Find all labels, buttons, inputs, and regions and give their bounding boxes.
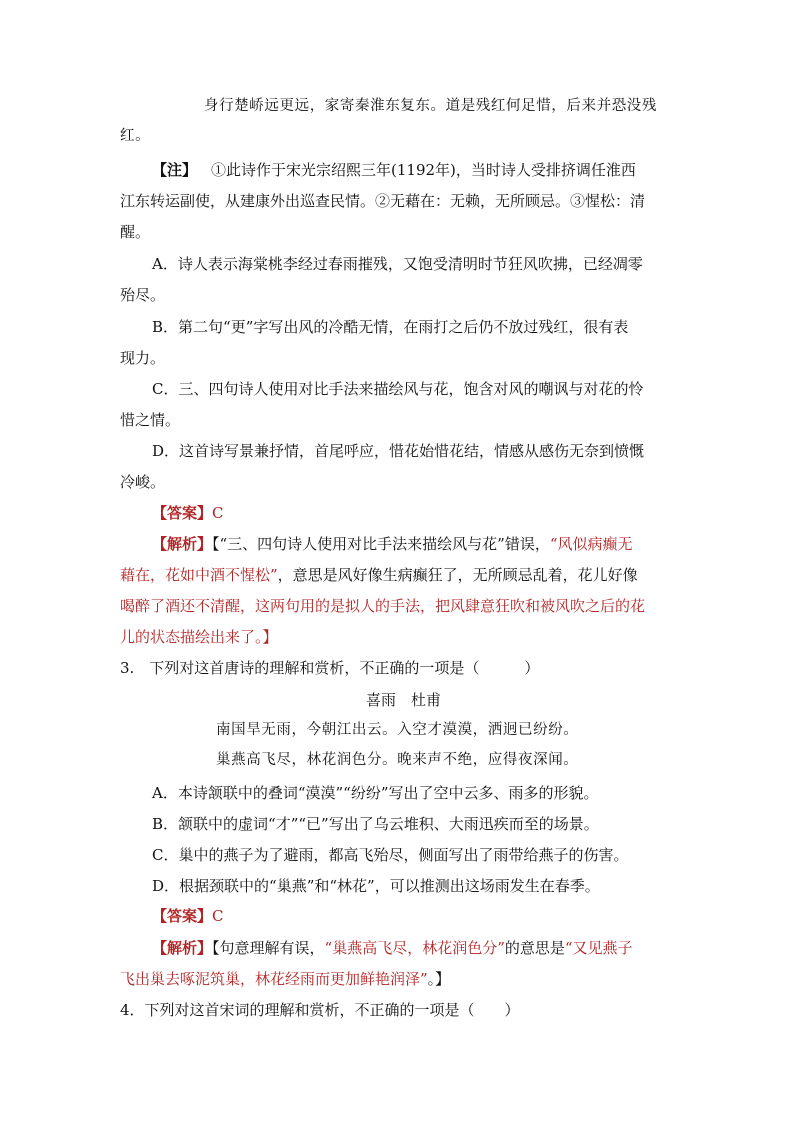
note-text-1: ①此诗作于宋光宗绍熙三年(1192年)，当时诗人受排挤调任淮西	[211, 161, 636, 179]
q2-analysis-text-2a: 藉在，花如中酒不惺松”	[120, 566, 278, 584]
q2-analysis-label: 【解析】	[152, 535, 213, 553]
q2-answer-label: 【答案】	[152, 504, 213, 522]
q3-option-a: A．本诗颔联中的叠词“漠漠”“纷纷”写出了空中云多、雨多的形貌。	[152, 784, 599, 802]
q3-option-b: B．颔联中的虚词“才”“已”写出了乌云堆积、大雨迅疾而至的场景。	[152, 815, 599, 833]
q3-answer-label: 【答案】	[152, 907, 213, 925]
q2-answer-value: C	[212, 504, 224, 522]
q2-option-a-line-2: 殆尽。	[120, 286, 166, 304]
q2-analysis-line-1	[152, 534, 633, 554]
q2-option-b-line-1: B．第二句“更”字写出风的冷酷无情，在雨打之后仍不放过残红，很有表	[152, 318, 629, 336]
note-label: 【注】	[152, 161, 198, 179]
q3-analysis-text-1d: “又见燕子	[564, 939, 633, 957]
q3-poem-title: 喜雨 杜甫	[366, 691, 442, 709]
q4-stem: 4．下列对这首宋词的理解和赏析，不正确的一项是（ ）	[120, 1001, 520, 1019]
q2-option-d-line-2: 冷峻。	[120, 473, 166, 491]
poem-continuation-line-2: 红。	[120, 128, 151, 144]
poem-continuation-line-1: 身行楚峤远更远，家寄秦淮东复东。道是残红何足惜，后来并恐没残	[204, 98, 657, 114]
q3-analysis-text-1c: 的意思是	[504, 939, 565, 957]
q2-analysis-line-2	[120, 565, 638, 585]
q3-analysis-text-1a: 【句意理解有误，	[212, 939, 325, 957]
q3-analysis-line-2	[120, 969, 450, 989]
q3-answer	[152, 906, 224, 926]
q3-answer-value: C	[212, 907, 224, 925]
q2-option-c-line-1: C．三、四句诗人使用对比手法来描绘风与花，饱含对风的嘲讽与对花的怜	[152, 380, 644, 398]
q3-option-c: C．巢中的燕子为了避雨，都高飞殆尽，侧面写出了雨带给燕子的伤害。	[152, 846, 629, 864]
q2-answer	[152, 503, 224, 523]
q3-analysis-line-1	[152, 938, 633, 958]
q3-analysis-text-1b: “巢燕高飞尽，林花润色分”	[324, 939, 505, 957]
q2-option-a-line-1: A．诗人表示海棠桃李经过春雨摧残，又饱受清明时节狂风吹拂，已经凋零	[152, 255, 643, 273]
q2-analysis-line-4: 儿的状态描绘出来了。】	[120, 628, 278, 646]
q2-option-b-line-2: 现力。	[120, 349, 166, 367]
q3-poem-line-2: 巢燕高飞尽，林花润色分。晚来声不绝，应得夜深闻。	[216, 752, 579, 768]
q3-analysis-text-2a: 飞出巢去啄泥筑巢，林花经雨而更加鲜艳润泽”	[120, 970, 428, 988]
q2-analysis-line-3: 喝醉了酒还不清醒，这两句用的是拟人的手法，把风肆意狂吹和被风吹之后的花	[120, 597, 646, 615]
q2-option-c-line-2: 惜之情。	[120, 411, 181, 429]
q3-poem-line-1: 南国旱无雨，今朝江出云。入空才漠漠，洒迥已纷纷。	[216, 722, 579, 738]
q2-analysis-text-1a: 【“三、四句诗人使用对比手法来描绘风与花”错误，	[212, 535, 550, 553]
q3-analysis-text-2b: 。】	[427, 970, 451, 988]
q3-analysis-label: 【解析】	[152, 939, 213, 957]
note-line-3: 醒。	[120, 223, 151, 241]
q2-analysis-text-2b: ，意思是风好像生病癫狂了，无所顾忌乱着，花儿好像	[277, 566, 638, 584]
note-line-2: 江东转运副使，从建康外出巡查民情。②无藉在：无赖，无所顾忌。③惺松：清	[120, 192, 646, 210]
q2-analysis-text-1b: “风似病癫无	[549, 535, 633, 553]
q3-stem: 3. 下列对这首唐诗的理解和赏析，不正确的一项是（ ）	[120, 659, 540, 677]
q3-option-d: D．根据颈联中的“巢燕”和“林花”，可以推测出这场雨发生在春季。	[152, 877, 600, 895]
q2-option-d-line-1: D．这首诗写景兼抒情，首尾呼应，惜花始惜花结，情感从感伤无奈到愤慨	[152, 442, 645, 460]
note-line-1	[152, 160, 636, 180]
